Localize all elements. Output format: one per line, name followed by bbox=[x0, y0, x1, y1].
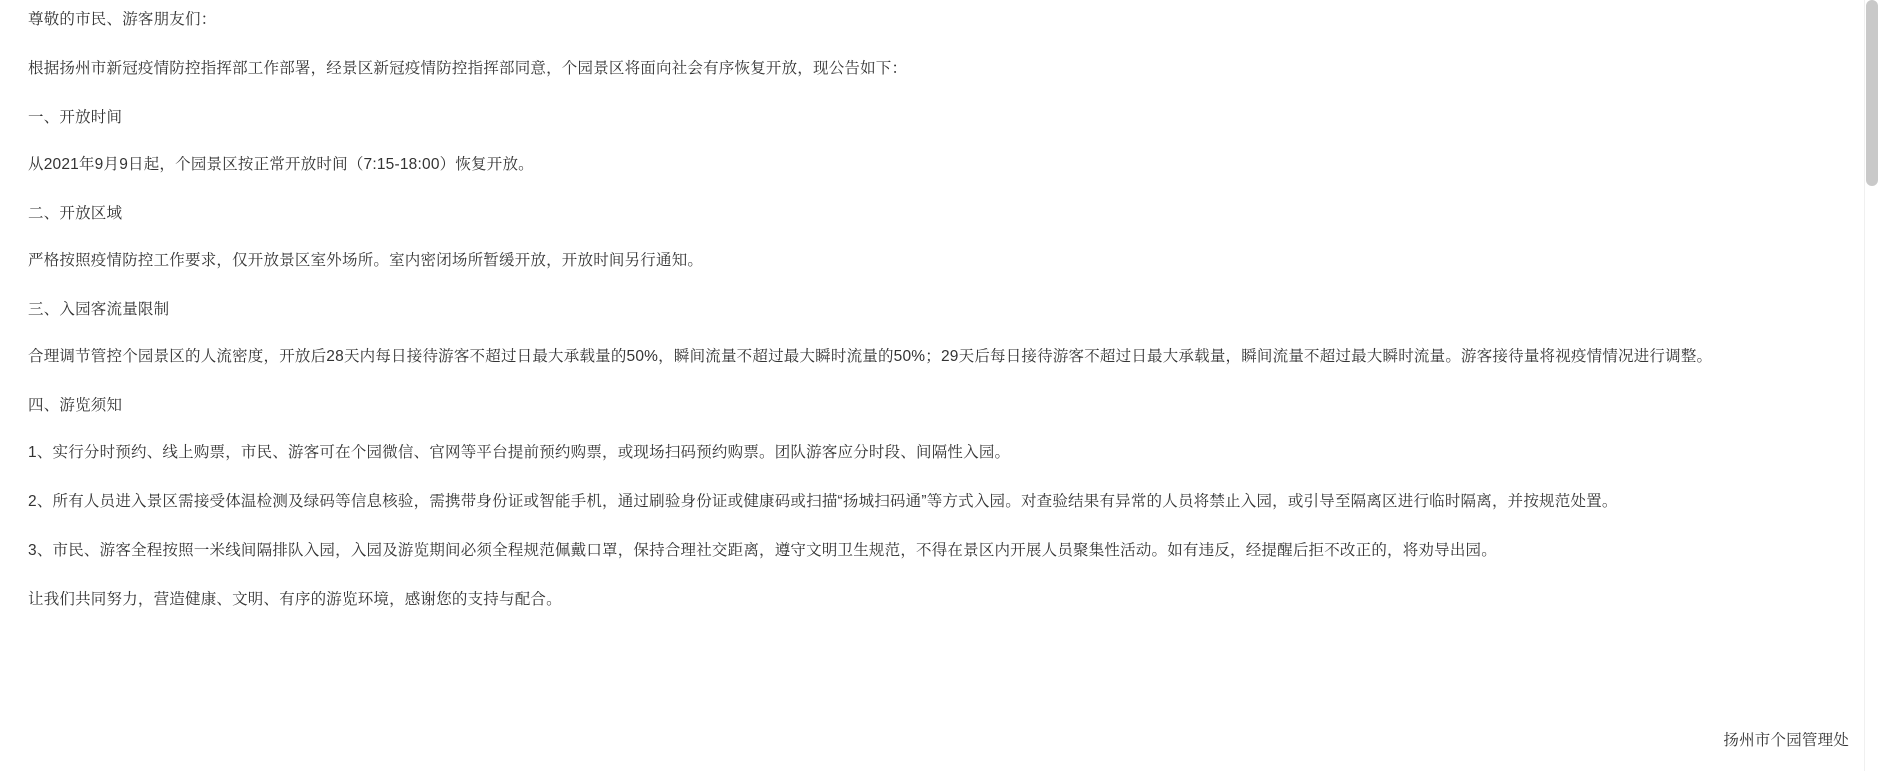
notice-item-1: 1、实行分时预约、线上购票，市民、游客可在个园微信、官网等平台提前预约购票，或现场扫码预约购票。团队游客应分时段、间隔性入园。 bbox=[28, 444, 1011, 462]
section-2-heading: 二、开放区域 bbox=[28, 205, 123, 223]
notice-item-3: 3、市民、游客全程按照一米线间隔排队入园，入园及游览期间必须全程规范佩戴口罩，保持合理社交距离，遵守文明卫生规范，不得在景区内开展人员聚集性活动。如有违反，经提醒后拒不改正的，将劝导出园。 bbox=[28, 542, 1497, 560]
vertical-scrollbar[interactable] bbox=[1864, 0, 1879, 771]
section-1-body: 从2021年9月9日起，个园景区按正常开放时间（7:15-18:00）恢复开放。 bbox=[28, 156, 534, 174]
section-3-heading: 三、入园客流量限制 bbox=[28, 301, 170, 319]
vertical-scroll-thumb[interactable] bbox=[1866, 0, 1878, 186]
salutation-paragraph: 尊敬的市民、游客朋友们： bbox=[28, 11, 217, 28]
section-1-heading: 一、开放时间 bbox=[28, 109, 123, 127]
section-3-body: 合理调节管控个园景区的人流密度，开放后28天内每日接待游客不超过日最大承载量的50%，瞬间流量不超过最大瞬时流量的50%；29天后每日接待游客不超过日最大承载量，瞬间流量不超过最大瞬时流量。游客接待量将视疫情情况进行调整。 bbox=[28, 348, 1713, 366]
notice-item-2: 2、所有人员进入景区需接受体温检测及绿码等信息核验，需携带身份证或智能手机，通过刷验身份证或健康码或扫描“扬城扫码通”等方式入园。对查验结果有异常的人员将禁止入园，或引导至隔离区进行临时隔离，并按规范处置。 bbox=[28, 493, 1618, 511]
section-2-body: 严格按照疫情防控工作要求，仅开放景区室外场所。室内密闭场所暂缓开放，开放时间另行通知。 bbox=[28, 252, 704, 270]
closing-paragraph: 让我们共同努力，营造健康、文明、有序的游览环境，感谢您的支持与配合。 bbox=[28, 591, 562, 609]
intro-paragraph: 根据扬州市新冠疫情防控指挥部工作部署，经景区新冠疫情防控指挥部同意，个园景区将面向社会有序恢复开放，现公告如下： bbox=[28, 60, 908, 78]
signature-line: 扬州市个园管理处 bbox=[1723, 731, 1849, 749]
section-4-heading: 四、游览须知 bbox=[28, 397, 123, 415]
